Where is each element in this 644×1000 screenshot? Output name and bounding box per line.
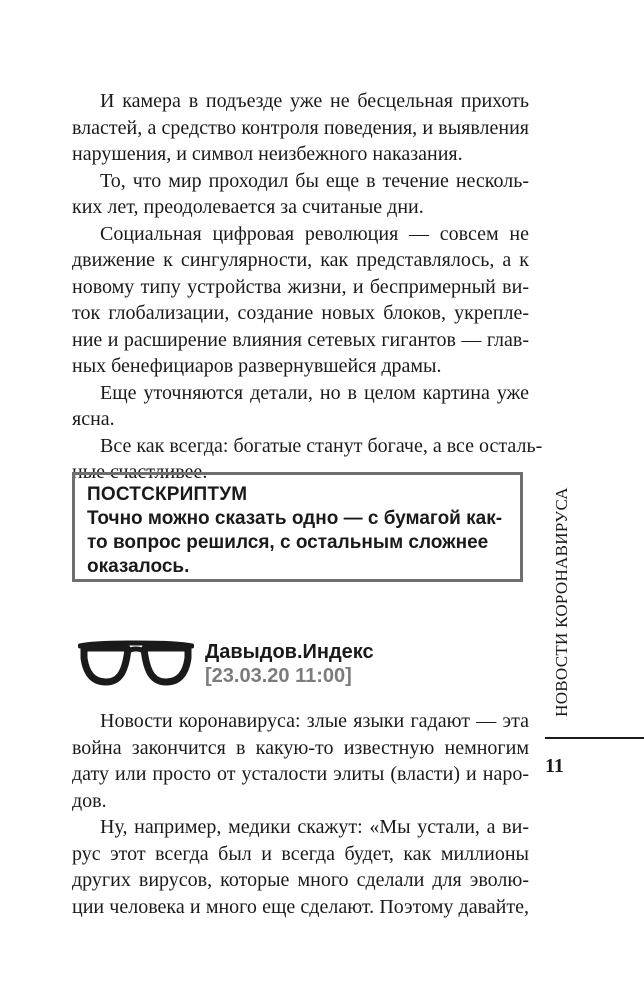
text-line: ции человека и много еще сделают. Поэтому давайте, <box>72 895 529 918</box>
text-line: рус этот всегда был и всегда будет, как миллионы <box>72 842 529 865</box>
glasses-icon <box>78 636 194 690</box>
text-line: Социальная цифровая революция — совсем не <box>100 222 529 245</box>
text-line: дату или просто от усталости элиты (власти) и наро- <box>72 763 529 785</box>
text-line: Ну, например, медики скажут: «Мы устали, а ви- <box>100 816 529 838</box>
text-line: Точно можно сказать одно — с бумагой как- <box>87 508 503 529</box>
running-title-text: НОВОСТИ КОРОНАВИРУСА <box>552 487 571 717</box>
postscript-text <box>87 507 508 579</box>
text-line: оказалось. <box>87 556 190 577</box>
text-line: Новости коронавируса: злые языки гадают — эта <box>100 710 529 732</box>
paragraph <box>72 814 529 920</box>
postscript-box <box>72 472 523 582</box>
text-line: то вопрос решился, с остальным сложнее <box>87 532 489 553</box>
paragraph <box>72 88 529 168</box>
paragraph <box>72 168 529 221</box>
top-body-text <box>72 88 543 486</box>
post-author: Давыдов.Индекс <box>205 641 374 663</box>
text-line: ясна. <box>72 408 115 430</box>
paragraph <box>72 380 529 433</box>
text-line: То, что мир проходил бы еще в течение несколь- <box>100 169 529 192</box>
text-line: И камера в подъезде уже не бесцельная прихоть <box>100 90 529 112</box>
text-line: ких лет, преодолевается за считаные дни. <box>72 196 424 218</box>
page-number: 11 <box>545 755 564 777</box>
divider <box>545 737 644 739</box>
text-line: ные счастливее. <box>72 461 208 483</box>
text-line: ных бенефициаров развернувшейся драмы. <box>72 355 442 377</box>
text-line: дов. <box>72 789 107 812</box>
post-timestamp: [23.03.20 11:00] <box>205 665 352 687</box>
text-line: Все как всегда: богатые станут богаче, а все осталь- <box>100 434 543 457</box>
text-line: ток глобализации, создание новых блоков, укрепле- <box>72 302 529 324</box>
paragraph <box>72 221 529 380</box>
text-line: движение к сингулярности, как представлялось, а к <box>72 249 529 271</box>
text-line: нарушения, и символ неизбежного наказания. <box>72 143 463 165</box>
text-line: ние и расширение влияния сетевых гигантов — глав- <box>72 328 529 351</box>
bottom-body-text <box>72 708 529 920</box>
text-line: война закончится в какую-то известную немногим <box>72 736 529 759</box>
text-line: новому типу устройства жизни, и беспримерный ви- <box>72 275 529 298</box>
paragraph <box>72 708 529 814</box>
postscript-title: ПОСТСКРИПТУМ <box>87 484 248 505</box>
text-line: других вирусов, которые много сделали для эволю- <box>72 869 529 891</box>
text-line: властей, а средство контроля поведения, и выявления <box>72 116 529 139</box>
text-line: Еще уточняются детали, но в целом картина уже <box>100 381 529 404</box>
running-title <box>544 488 580 716</box>
